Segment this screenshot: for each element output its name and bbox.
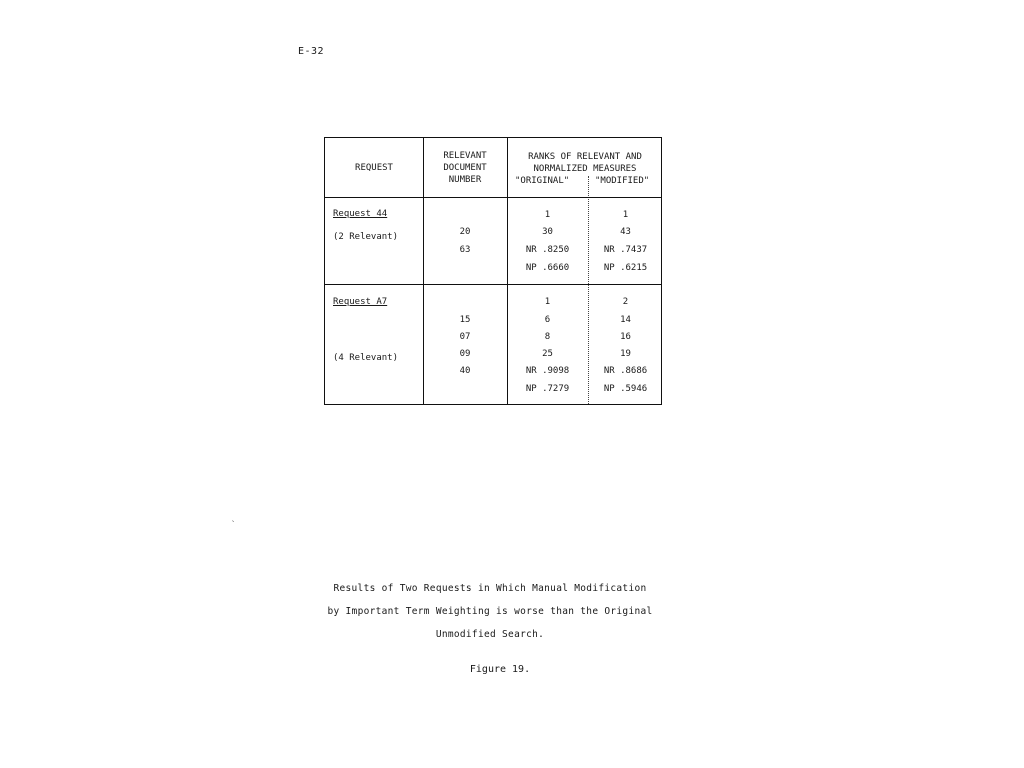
results-table	[324, 137, 662, 405]
original-value: 30	[542, 227, 553, 237]
modified-value: NR .8686	[603, 366, 648, 376]
caption-line: by Important Term Weighting is worse than the Original	[327, 606, 653, 617]
modified-value: 16	[620, 332, 631, 342]
modified-value: NP .6215	[603, 263, 648, 273]
original-value: NR .9098	[525, 366, 570, 376]
original-value: 1	[544, 297, 551, 307]
modified-value: 2	[622, 297, 629, 307]
modified-value: 14	[620, 315, 631, 325]
modified-value: NP .5946	[603, 384, 648, 394]
document-number: 07	[459, 332, 471, 342]
original-value: NR .8250	[525, 245, 570, 255]
document-number: 20	[459, 227, 471, 237]
page-number: E-32	[298, 46, 325, 57]
original-value: 8	[544, 332, 551, 342]
request-name: Request 44	[333, 209, 388, 219]
original-value: 6	[544, 315, 551, 325]
caption-line: Results of Two Requests in Which Manual Modification	[333, 583, 647, 594]
figure-label: Figure 19.	[469, 664, 531, 675]
modified-value: 1	[622, 210, 629, 220]
row-divider	[325, 197, 661, 198]
caption-line: Unmodified Search.	[435, 629, 545, 640]
header-ranks: RANKS OF RELEVANT AND NORMALIZED MEASURES	[528, 152, 642, 174]
modified-value: NR .7437	[603, 245, 648, 255]
document-number: 63	[459, 245, 471, 255]
header-modified: "MODIFIED"	[595, 176, 650, 186]
modified-value: 43	[620, 227, 631, 237]
header-request: REQUEST	[355, 163, 393, 173]
row-divider	[325, 284, 661, 285]
request-name: Request A7	[333, 297, 388, 307]
document-number: 09	[459, 349, 471, 359]
document-number: 40	[459, 366, 471, 376]
relevant-count: (2 Relevant)	[333, 232, 399, 242]
original-value: NP .6660	[525, 263, 570, 273]
header-relevant-document: RELEVANT DOCUMENT NUMBER	[443, 151, 487, 185]
relevant-count: (4 Relevant)	[333, 353, 399, 363]
original-value: NP .7279	[525, 384, 570, 394]
header-original: "ORIGINAL"	[515, 176, 570, 186]
document-number: 15	[459, 315, 471, 325]
original-value: 25	[542, 349, 553, 359]
original-value: 1	[544, 210, 551, 220]
modified-value: 19	[620, 349, 631, 359]
stray-mark: `	[231, 520, 236, 529]
